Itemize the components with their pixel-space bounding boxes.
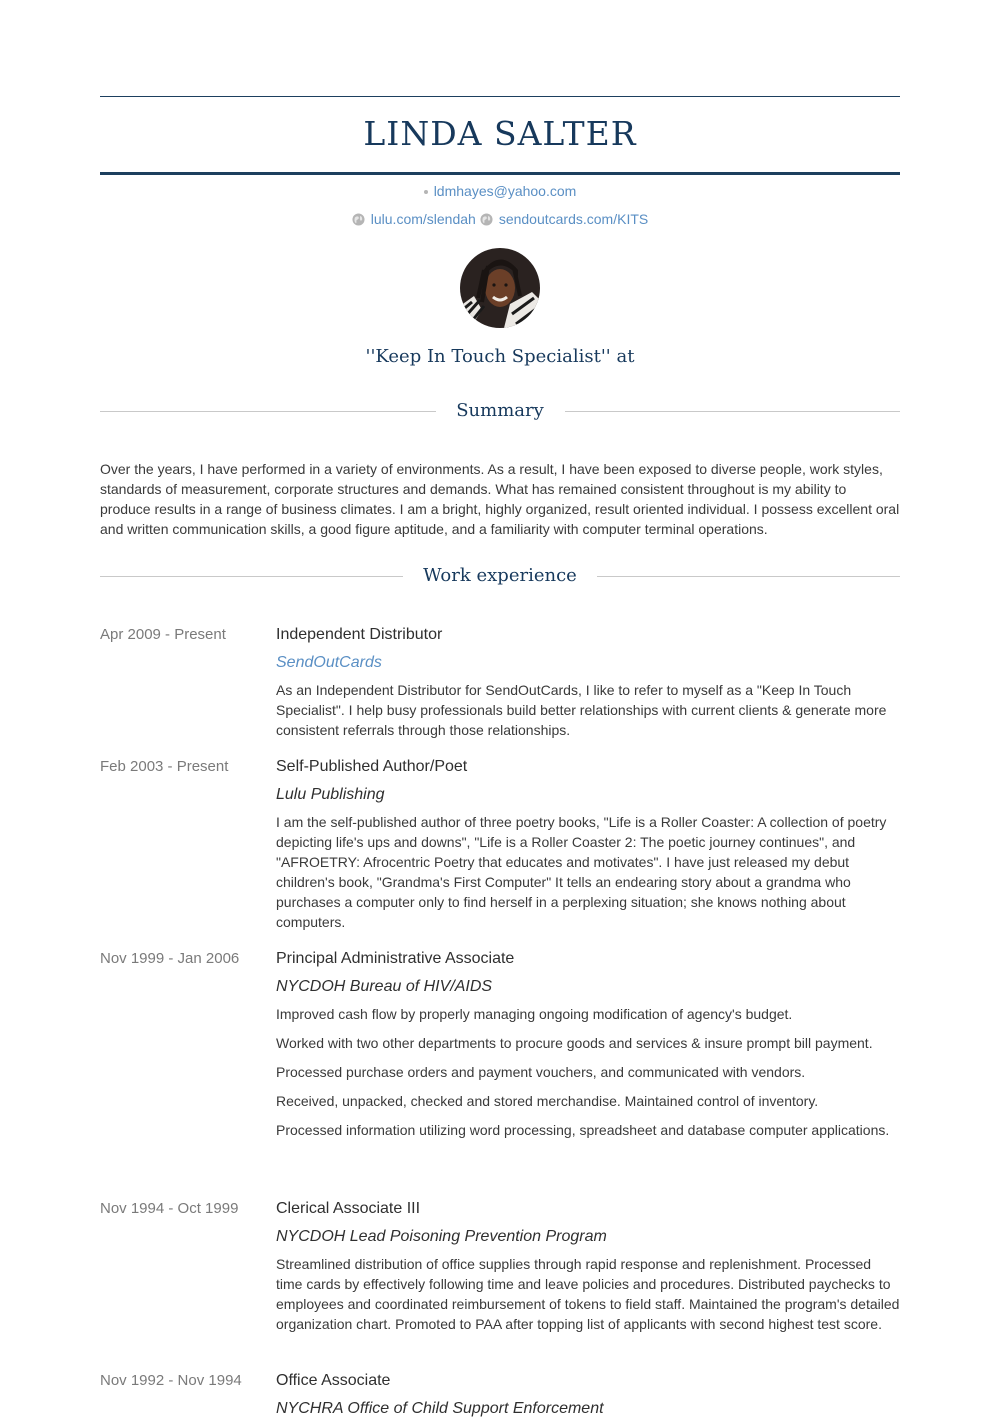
job-dates: Nov 1992 - Nov 1994 — [100, 1372, 242, 1389]
job-role: Self-Published Author/Poet — [276, 758, 468, 775]
links-row — [100, 210, 900, 228]
email-link[interactable]: ldmhayes@yahoo.com — [433, 183, 577, 199]
work-section-header — [100, 563, 900, 589]
job-description — [276, 680, 900, 740]
job-company: Lulu Publishing — [276, 786, 385, 803]
job-dates: Feb 2003 - Present — [100, 758, 229, 775]
header-bottom-rule — [100, 172, 900, 175]
bullet-icon — [424, 190, 428, 194]
job-description-paragraph: Worked with two other departments to procure goods and services & insure prompt bill payment. — [276, 1035, 873, 1051]
website-link-lulu[interactable]: lulu.com/slendah — [370, 211, 476, 227]
job-dates: Nov 1999 - Jan 2006 — [100, 950, 240, 967]
job-role: Clerical Associate III — [276, 1200, 421, 1217]
job-description-paragraph: As an Independent Distributor for SendOutCards, I like to refer to myself as a "Keep In Touch Specialist". I help busy professionals build better relationships with current clients & generate more consistent referrals through those relationships. — [276, 682, 887, 738]
job-description — [276, 812, 900, 932]
headline: ''Keep In Touch Specialist'' at — [365, 346, 635, 367]
job-body — [276, 1371, 900, 1419]
job-description-paragraph: Improved cash flow by properly managing ongoing modification of agency's budget. — [276, 1006, 793, 1022]
job-role: Principal Administrative Associate — [276, 950, 515, 967]
website-link-sendoutcards[interactable]: sendoutcards.com/KITS — [498, 211, 649, 227]
profile-photo — [460, 248, 540, 328]
job-body — [276, 1199, 900, 1334]
job-dates: Nov 1994 - Oct 1999 — [100, 1200, 239, 1217]
job-description — [276, 1254, 900, 1334]
job-company: NYCDOH Bureau of HIV/AIDS — [276, 978, 493, 995]
summary-title: Summary — [456, 400, 544, 421]
job-body — [276, 757, 900, 932]
avatar — [460, 248, 540, 328]
job-description-paragraph: Streamlined distribution of office supplies through rapid response and replenishment. Processed time cards by effectively following time and leave policies and procedures. Distributed paychecks to employees and coordinated reimbursement of tokens to field staff. Maintained the program's detailed organization chart. Promoted to PAA after topping list of applicants with second highest test score. — [276, 1256, 900, 1332]
job-description-paragraph: I am the self-published author of three poetry books, "Life is a Roller Coaster: A collection of poetry depicting life's ups and downs", "Life is a Roller Coaster 2: The poetic journey continues", and "AFROETRY: Afrocentric Poetry that educates and motivates". I have just released my debut children's book, "Grandma's First Computer" It tells an endearing story about a grandma who purchases a computer only to find herself in a perplexing situation; she knows nothing about computers. — [276, 814, 887, 930]
job-role: Office Associate — [276, 1372, 391, 1389]
summary-text: Over the years, I have performed in a variety of environments. As a result, I have been exposed to diverse people, work styles, standards of measurement, corporate structures and demands. What has remained consistent throughout is my ability to produce results in a range of business climates. I am a bright, highly organized, result oriented individual. I possess excellent oral and written communication skills, a good figure aptitude, and a familiarity with computer terminal operations. — [100, 461, 900, 537]
header-top-rule — [100, 96, 900, 97]
job-company: NYCHRA Office of Child Support Enforcement — [276, 1400, 604, 1417]
job-body — [276, 949, 900, 1140]
globe-icon — [352, 213, 365, 226]
summary-section-header — [100, 398, 900, 424]
job-description-paragraph: Processed information utilizing word processing, spreadsheet and database computer applications. — [276, 1122, 890, 1138]
work-title: Work experience — [423, 565, 577, 586]
job-body — [276, 625, 900, 740]
email-row — [100, 182, 900, 200]
globe-icon — [480, 213, 493, 226]
job-description — [276, 1004, 900, 1140]
job-company-link[interactable]: SendOutCards — [276, 654, 382, 671]
job-description-paragraph: Processed purchase orders and payment vouchers, and communicated with vendors. — [276, 1064, 806, 1080]
job-description-paragraph: Received, unpacked, checked and stored merchandise. Maintained control of inventory. — [276, 1093, 819, 1109]
job-company: NYCDOH Lead Poisoning Prevention Program — [276, 1228, 607, 1245]
candidate-name: LINDA SALTER — [363, 114, 637, 153]
job-dates: Apr 2009 - Present — [100, 626, 226, 643]
job-role: Independent Distributor — [276, 626, 443, 643]
